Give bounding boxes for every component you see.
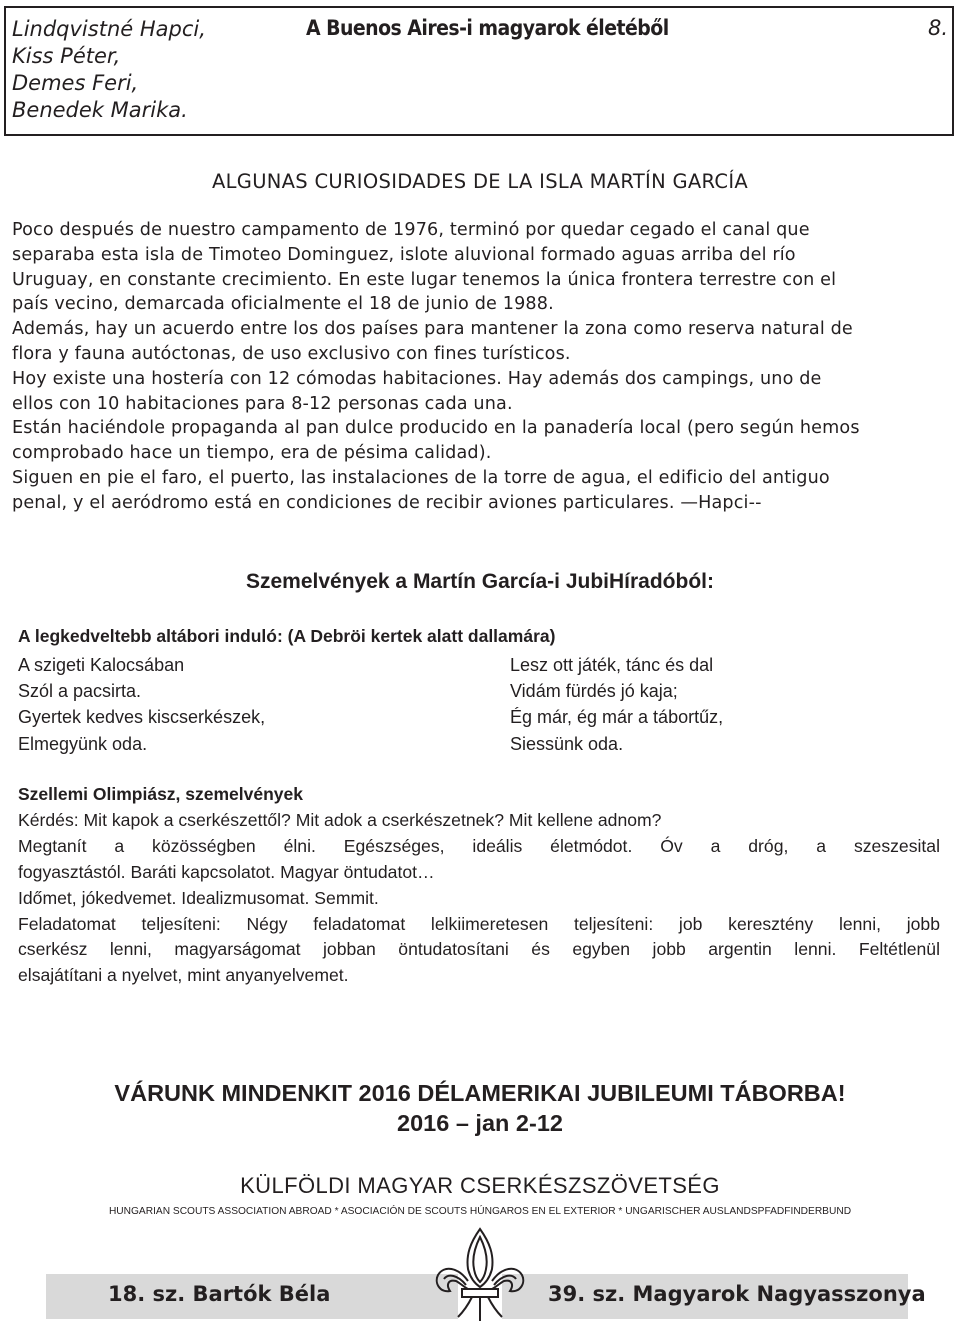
paragraph-line: Időmet, jókedvemet. Idealizmusomat. Semmit. bbox=[18, 887, 379, 908]
paragraph-line: comprobado hace un tiempo, era de pésima calidad). bbox=[12, 443, 492, 464]
olympiad-heading: Szellemi Olimpiász, szemelvények bbox=[18, 784, 304, 804]
paragraph-line: flora y fauna autóctonas, de uso exclusivo con fines turísticos. bbox=[12, 343, 571, 364]
paragraph-line: elsajátítani a nyelvet, mint anyanyelvemet. bbox=[18, 965, 349, 986]
organization-name: KÜLFÖLDI MAGYAR CSERKÉSZSZÖVETSÉG bbox=[240, 1173, 720, 1198]
song-verse-right bbox=[510, 652, 723, 757]
spanish-article-body bbox=[12, 218, 957, 516]
song-title: A legkedveltebb altábori induló: (A Debröi kertek alatt dallamára) bbox=[18, 626, 556, 646]
paragraph-line: país vecino, demarcada oficialmente el 18 de junio de 1988. bbox=[12, 294, 554, 315]
invitation-headline: VÁRUNK MINDENKIT 2016 DÉLAMERIKAI JUBILEUMI TÁBORBA! bbox=[114, 1080, 846, 1106]
verse-line: Lesz ott játék, tánc és dal bbox=[510, 655, 714, 675]
paragraph-line: ellos con 10 habitaciones para 8-12 personas cada una. bbox=[12, 393, 513, 414]
verse-line: Elmegyünk oda. bbox=[18, 733, 148, 754]
author-name: Benedek Marika. bbox=[12, 98, 188, 122]
paragraph-line: Megtanít a közösségben élni. Egészséges, ideális életmódot. Óv a dróg, a szeszesital bbox=[18, 835, 940, 856]
paragraph-line: Feladatomat teljesíteni: Négy feladatomat lelkiimeretesen teljesíteni: job keresztény lenni, jobb bbox=[18, 913, 940, 934]
paragraph-line: fogyasztástól. Baráti kapcsolatot. Magyar öntudatot… bbox=[18, 861, 435, 882]
paragraph-line: Poco después de nuestro campamento de 1976, terminó por quedar cegado el canal que bbox=[12, 220, 810, 240]
author-name: Kiss Péter, bbox=[12, 44, 121, 68]
verse-line: Szól a pacsirta. bbox=[18, 681, 142, 702]
paragraph-line: penal, y el aeródromo está en condiciones de recibir aviones particulares. —Hapci-- bbox=[12, 492, 762, 513]
paragraph-line: Uruguay, en constante crecimiento. En este lugar tenemos la única frontera terrestre con el bbox=[12, 269, 837, 290]
olympiad-body bbox=[18, 808, 940, 989]
troop-name-right: 39. sz. Magyarok Nagyasszonya bbox=[548, 1282, 926, 1306]
verse-line: A szigeti Kalocsában bbox=[18, 655, 185, 675]
spanish-article-title: ALGUNAS CURIOSIDADES DE LA ISLA MARTÍN GARCÍA bbox=[211, 170, 749, 193]
paragraph-line: Están haciéndole propaganda al pan dulce producido en la panadería local (pero según hemos bbox=[12, 418, 860, 439]
author-name: Lindqvistné Hapci, bbox=[12, 17, 206, 41]
paragraph-line: Además, hay un acuerdo entre los dos países para mantener la zona como reserva natural de bbox=[12, 319, 853, 340]
paragraph-line: Siguen en pie el faro, el puerto, las instalaciones de la torre de agua, el edificio del antiguo bbox=[12, 467, 830, 488]
author-list bbox=[12, 16, 206, 124]
verse-line: Siessünk oda. bbox=[510, 733, 624, 754]
verse-line: Gyertek kedves kiscserkészek, bbox=[18, 707, 266, 728]
paragraph-line: separaba esta isla de Timoteo Dominguez, islote aluvional formado aguas arriba del río bbox=[12, 244, 796, 265]
author-name: Demes Feri, bbox=[12, 71, 139, 95]
paragraph-line: Hoy existe una hostería con 12 cómodas habitaciones. Hay además dos campings, uno de bbox=[12, 368, 822, 389]
verse-line: Ég már, ég már a tábortűz, bbox=[510, 707, 724, 728]
paragraph-line: cserkész lenni, magyarságomat jobban öntudatosítani és egyben jobb argentin lenni. Feltétlenül bbox=[18, 939, 940, 960]
hungarian-section-heading: Szemelvények a Martín García-i JubiHíradóból: bbox=[246, 570, 714, 593]
page-number: 8. bbox=[928, 16, 949, 40]
verse-line: Vidám fürdés jó kaja; bbox=[510, 681, 678, 702]
fleur-de-lis-icon bbox=[418, 1225, 542, 1321]
song-verse-left bbox=[18, 652, 265, 757]
organization-subtitle: HUNGARIAN SCOUTS ASSOCIATION ABROAD * ASOCIACIÓN DE SCOUTS HÚNGAROS EN EL EXTERIOR * UNGARISCHER AUSLANDSPFADFINDERBUND bbox=[108, 1206, 852, 1217]
invitation-dates: 2016 – jan 2-12 bbox=[397, 1110, 563, 1136]
troop-name-left: 18. sz. Bartók Béla bbox=[108, 1282, 331, 1306]
paragraph-line: Kérdés: Mit kapok a cserkészettől? Mit adok a cserkészetnek? Mit kellene adnom? bbox=[18, 810, 662, 830]
page-title: A Buenos Aires-i magyarok életéből bbox=[306, 16, 669, 40]
